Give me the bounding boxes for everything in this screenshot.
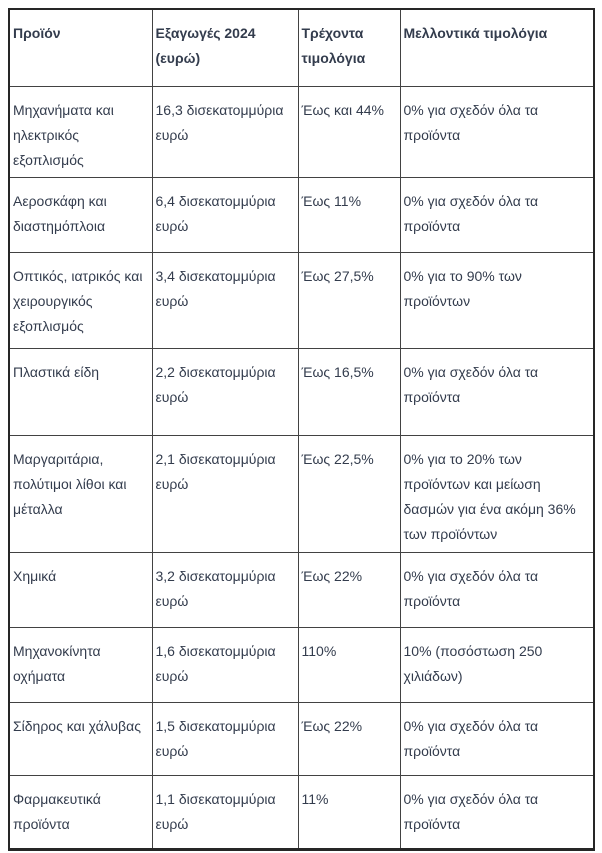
table-row <box>9 775 594 849</box>
header-cell-product: Προϊόν <box>9 9 152 86</box>
product-cell: Πλαστικά είδη <box>9 348 152 435</box>
table-row <box>9 435 594 552</box>
current-tariff-cell: Έως 16,5% <box>298 348 400 435</box>
exports-cell: 2,1 δισεκατομμύρια ευρώ <box>152 435 298 552</box>
header-cell-future-tariffs: Μελλοντικά τιμολόγια <box>400 9 594 86</box>
product-cell: Φαρμακευτικά προϊόντα <box>9 775 152 849</box>
current-tariff-cell: 110% <box>298 627 400 702</box>
table-row <box>9 552 594 627</box>
future-tariff-cell: 0% για σχεδόν όλα τα προϊόντα <box>400 177 594 252</box>
tariffs-table <box>8 8 595 851</box>
header-cell-current-tariffs: Τρέχοντα τιμολόγια <box>298 9 400 86</box>
exports-cell: 6,4 δισεκατομμύρια ευρώ <box>152 177 298 252</box>
product-cell: Αεροσκάφη και διαστημόπλοια <box>9 177 152 252</box>
table-row <box>9 86 594 177</box>
table-row <box>9 702 594 775</box>
product-cell: Σίδηρος και χάλυβας <box>9 702 152 775</box>
exports-cell: 1,5 δισεκατομμύρια ευρώ <box>152 702 298 775</box>
product-cell: Μαργαριτάρια, πολύτιμοι λίθοι και μέταλλα <box>9 435 152 552</box>
future-tariff-cell: 0% για σχεδόν όλα τα προϊόντα <box>400 702 594 775</box>
future-tariff-cell: 0% για σχεδόν όλα τα προϊόντα <box>400 86 594 177</box>
current-tariff-cell: 11% <box>298 775 400 849</box>
exports-cell: 1,6 δισεκατομμύρια ευρώ <box>152 627 298 702</box>
current-tariff-cell: Έως 11% <box>298 177 400 252</box>
header-row <box>9 9 594 86</box>
exports-cell: 3,2 δισεκατομμύρια ευρώ <box>152 552 298 627</box>
table-row <box>9 177 594 252</box>
future-tariff-cell: 0% για το 90% των προϊόντων <box>400 252 594 348</box>
current-tariff-cell: Έως 22% <box>298 552 400 627</box>
exports-cell: 2,2 δισεκατομμύρια ευρώ <box>152 348 298 435</box>
future-tariff-cell: 10% (ποσόστωση 250 χιλιάδων) <box>400 627 594 702</box>
exports-cell: 3,4 δισεκατομμύρια ευρώ <box>152 252 298 348</box>
product-cell: Μηχανοκίνητα οχήματα <box>9 627 152 702</box>
exports-cell: 1,1 δισεκατομμύρια ευρώ <box>152 775 298 849</box>
product-cell: Χημικά <box>9 552 152 627</box>
future-tariff-cell: 0% για το 20% των προϊόντων και μείωση δασμών για ένα ακόμη 36% των προϊόντων <box>400 435 594 552</box>
current-tariff-cell: Έως 22,5% <box>298 435 400 552</box>
future-tariff-cell: 0% για σχεδόν όλα τα προϊόντα <box>400 775 594 849</box>
future-tariff-cell: 0% για σχεδόν όλα τα προϊόντα <box>400 552 594 627</box>
future-tariff-cell: 0% για σχεδόν όλα τα προϊόντα <box>400 348 594 435</box>
current-tariff-cell: Έως 27,5% <box>298 252 400 348</box>
table-row <box>9 348 594 435</box>
exports-cell: 16,3 δισεκατομμύρια ευρώ <box>152 86 298 177</box>
header-cell-exports: Εξαγωγές 2024 (ευρώ) <box>152 9 298 86</box>
table-row <box>9 252 594 348</box>
product-cell: Μηχανήματα και ηλεκτρικός εξοπλισμός <box>9 86 152 177</box>
current-tariff-cell: Έως και 44% <box>298 86 400 177</box>
product-cell: Οπτικός, ιατρικός και χειρουργικός εξοπλισμός <box>9 252 152 348</box>
table-row <box>9 627 594 702</box>
current-tariff-cell: Έως 22% <box>298 702 400 775</box>
